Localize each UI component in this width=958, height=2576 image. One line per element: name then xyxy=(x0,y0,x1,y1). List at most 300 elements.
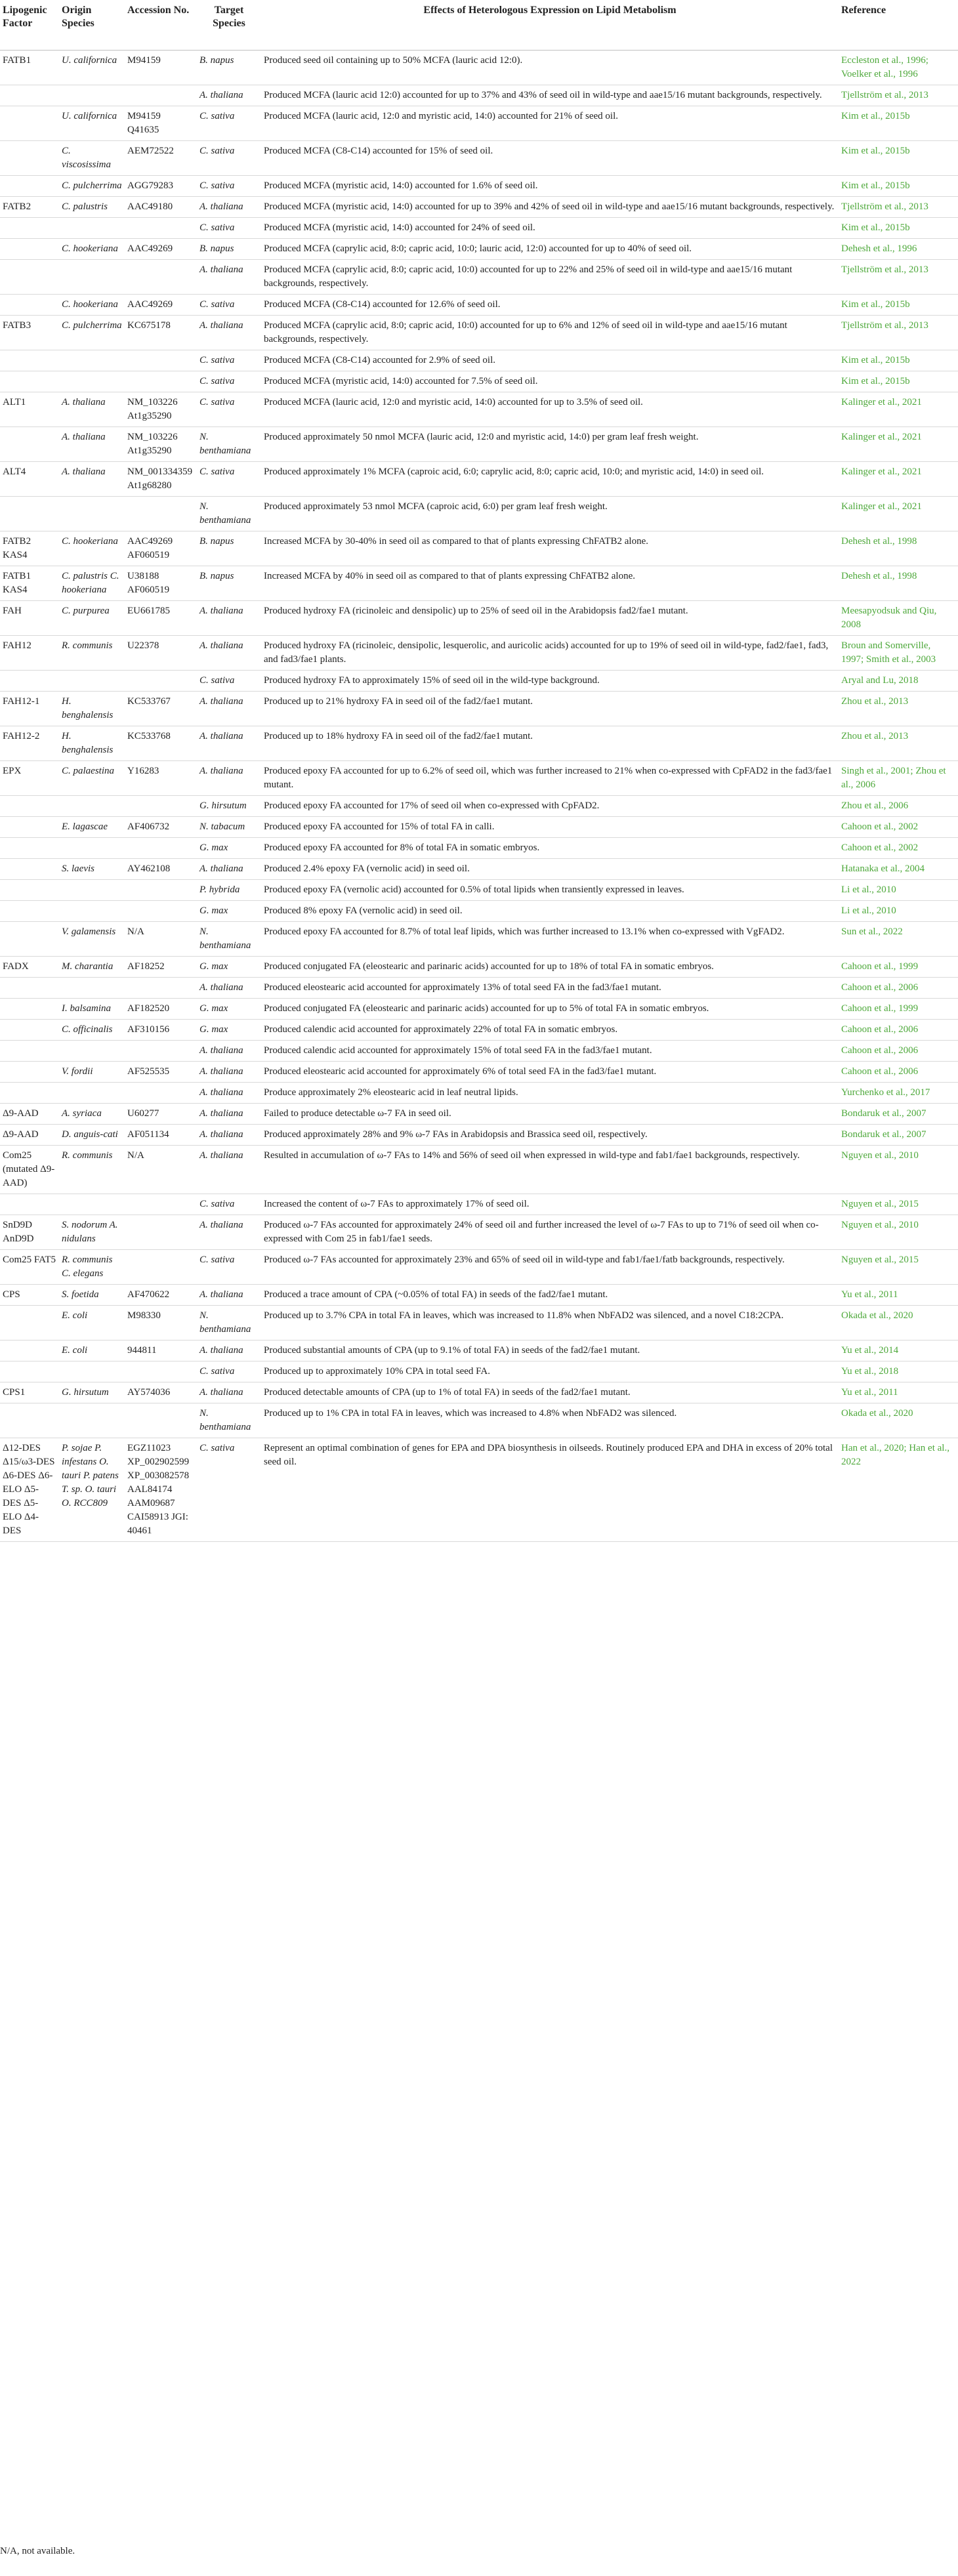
cell-accession xyxy=(125,496,197,531)
cell-species xyxy=(59,371,125,392)
cell-effect: Failed to produce detectable ω-7 FA in seed oil. xyxy=(261,1103,839,1124)
cell-species: P. sojae P. infestans O. tauri P. patens T. sp. O. tauri O. RCC809 xyxy=(59,1438,125,1541)
cell-species: S. laevis xyxy=(59,858,125,879)
cell-target: C. sativa xyxy=(197,106,261,140)
cell-reference[interactable]: Kalinger et al., 2021 xyxy=(839,496,958,531)
cell-reference[interactable]: Nguyen et al., 2015 xyxy=(839,1249,958,1284)
cell-target: A. thaliana xyxy=(197,259,261,294)
cell-effect: Produced substantial amounts of CPA (up to 9.1% of total FA) in seeds of the fad2/fae1 mutant. xyxy=(261,1340,839,1361)
cell-reference[interactable]: Kalinger et al., 2021 xyxy=(839,392,958,426)
cell-factor: FATB1 xyxy=(0,50,59,85)
cell-effect: Produce approximately 2% eleostearic acid in leaf neutral lipids. xyxy=(261,1082,839,1103)
cell-effect: Produced MCFA (caprylic acid, 8:0; capric acid, 10:0; lauric acid, 12:0) accounted for up to 40% of seed oil. xyxy=(261,238,839,259)
cell-target: C. sativa xyxy=(197,294,261,315)
cell-reference[interactable]: Kalinger et al., 2021 xyxy=(839,426,958,461)
cell-factor xyxy=(0,670,59,691)
cell-effect: Produced conjugated FA (eleostearic and parinaric acids) accounted for up to 18% of total FA in somatic embryos. xyxy=(261,956,839,977)
cell-accession: N/A xyxy=(125,1145,197,1194)
cell-factor: FATB2 xyxy=(0,196,59,217)
cell-reference[interactable]: Tjellström et al., 2013 xyxy=(839,85,958,106)
cell-accession xyxy=(125,350,197,371)
cell-effect: Produced epoxy FA accounted for 8.7% of total leaf lipids, which was further increased to 13.1% when co-expressed with VgFAD2. xyxy=(261,921,839,956)
cell-factor: ALT1 xyxy=(0,392,59,426)
cell-target: C. sativa xyxy=(197,350,261,371)
table-row xyxy=(0,921,958,956)
cell-species xyxy=(59,496,125,531)
cell-accession: N/A xyxy=(125,921,197,956)
cell-reference[interactable]: Kim et al., 2015b xyxy=(839,350,958,371)
table-row xyxy=(0,1061,958,1082)
cell-effect: Produced up to 3.7% CPA in total FA in leaves, which was increased to 11.8% when NbFAD2 was silenced, and a novel C18:2CPA. xyxy=(261,1305,839,1340)
cell-factor: EPX xyxy=(0,760,59,795)
cell-reference[interactable]: Cahoon et al., 1999 xyxy=(839,956,958,977)
cell-accession: AAC49269 xyxy=(125,294,197,315)
table-row xyxy=(0,1124,958,1145)
cell-factor xyxy=(0,977,59,998)
header-row xyxy=(0,0,958,50)
cell-effect: Produced MCFA (lauric acid, 12:0 and myristic acid, 14:0) accounted for 21% of seed oil. xyxy=(261,106,839,140)
cell-effect: Increased MCFA by 30-40% in seed oil as compared to that of plants expressing ChFATB2 alone. xyxy=(261,531,839,566)
cell-factor: Com25 (mutated Δ9-AAD) xyxy=(0,1145,59,1194)
cell-effect: Produced 2.4% epoxy FA (vernolic acid) in seed oil. xyxy=(261,858,839,879)
cell-target: N. benthamiana xyxy=(197,1305,261,1340)
cell-reference[interactable]: Bondaruk et al., 2007 xyxy=(839,1124,958,1145)
table-row xyxy=(0,85,958,106)
cell-reference[interactable]: Yu et al., 2011 xyxy=(839,1284,958,1305)
cell-species xyxy=(59,900,125,921)
cell-target: G. max xyxy=(197,998,261,1019)
cell-factor: Δ12-DES Δ15/ω3-DES Δ6-DES Δ6-ELO Δ5-DES Δ5-ELO Δ4-DES xyxy=(0,1438,59,1541)
cell-factor xyxy=(0,350,59,371)
cell-species: G. hirsutum xyxy=(59,1382,125,1403)
cell-effect: Produced MCFA (myristic acid, 14:0) accounted for up to 39% and 42% of seed oil in wild-type and aae15/16 mutant backgrounds, respectively. xyxy=(261,196,839,217)
cell-species: H. benghalensis xyxy=(59,691,125,726)
table-row xyxy=(0,259,958,294)
cell-target: G. hirsutum xyxy=(197,795,261,816)
table-row xyxy=(0,1082,958,1103)
cell-species: C. pulcherrima xyxy=(59,175,125,196)
cell-accession xyxy=(125,795,197,816)
cell-effect: Produced epoxy FA accounted for 15% of total FA in calli. xyxy=(261,816,839,837)
cell-factor xyxy=(0,1040,59,1061)
table-row xyxy=(0,217,958,238)
cell-target: G. max xyxy=(197,1019,261,1040)
cell-factor: FATB1 KAS4 xyxy=(0,566,59,600)
cell-reference[interactable]: Zhou et al., 2006 xyxy=(839,795,958,816)
table-row xyxy=(0,795,958,816)
cell-accession: U22378 xyxy=(125,635,197,670)
cell-species xyxy=(59,837,125,858)
table-row xyxy=(0,1361,958,1382)
cell-target: A. thaliana xyxy=(197,635,261,670)
cell-effect: Produced MCFA (lauric acid 12:0) accounted for up to 37% and 43% of seed oil in wild-type and aae15/16 mutant backgrounds, respectively. xyxy=(261,85,839,106)
cell-species: M. charantia xyxy=(59,956,125,977)
cell-factor xyxy=(0,1194,59,1215)
cell-accession: NM_103226 At1g35290 xyxy=(125,392,197,426)
cell-factor: Δ9-AAD xyxy=(0,1124,59,1145)
cell-accession: NM_001334359 At1g68280 xyxy=(125,461,197,496)
cell-target: C. sativa xyxy=(197,1438,261,1541)
cell-factor xyxy=(0,259,59,294)
cell-species: C. viscosissima xyxy=(59,140,125,175)
cell-species xyxy=(59,1361,125,1382)
cell-reference[interactable]: Meesapyodsuk and Qiu, 2008 xyxy=(839,600,958,635)
cell-species: S. nodorum A. nidulans xyxy=(59,1215,125,1249)
cell-effect: Produced MCFA (myristic acid, 14:0) accounted for 24% of seed oil. xyxy=(261,217,839,238)
cell-reference[interactable]: Kim et al., 2015b xyxy=(839,371,958,392)
cell-factor xyxy=(0,106,59,140)
cell-factor xyxy=(0,816,59,837)
cell-species: A. thaliana xyxy=(59,426,125,461)
table-row xyxy=(0,879,958,900)
table-row xyxy=(0,760,958,795)
cell-target: C. sativa xyxy=(197,175,261,196)
cell-species xyxy=(59,1194,125,1215)
cell-target: A. thaliana xyxy=(197,858,261,879)
cell-effect: Produced approximately 28% and 9% ω-7 FAs in Arabidopsis and Brassica seed oil, respectively. xyxy=(261,1124,839,1145)
cell-accession: AEM72522 xyxy=(125,140,197,175)
cell-factor: FAH12-2 xyxy=(0,726,59,760)
cell-accession: U60277 xyxy=(125,1103,197,1124)
cell-effect: Produced approximately 50 nmol MCFA (lauric acid, 12:0 and myristic acid, 14:0) per gram leaf fresh weight. xyxy=(261,426,839,461)
cell-target: A. thaliana xyxy=(197,1103,261,1124)
cell-species xyxy=(59,217,125,238)
cell-species: C. hookeriana xyxy=(59,238,125,259)
cell-species: E. coli xyxy=(59,1305,125,1340)
cell-factor xyxy=(0,858,59,879)
cell-accession xyxy=(125,1249,197,1284)
cell-factor xyxy=(0,85,59,106)
cell-accession: Y16283 xyxy=(125,760,197,795)
cell-effect: Produced approximately 1% MCFA (caproic acid, 6:0; caprylic acid, 8:0; capric acid, 10:0; and myristic acid, 14:0) in seed oil. xyxy=(261,461,839,496)
cell-accession: AY574036 xyxy=(125,1382,197,1403)
cell-species: C. palaestina xyxy=(59,760,125,795)
table-row xyxy=(0,691,958,726)
cell-reference[interactable]: Zhou et al., 2013 xyxy=(839,726,958,760)
cell-reference[interactable]: Kim et al., 2015b xyxy=(839,106,958,140)
cell-factor xyxy=(0,496,59,531)
cell-target: A. thaliana xyxy=(197,1082,261,1103)
cell-target: N. benthamiana xyxy=(197,496,261,531)
cell-accession: AAC49269 xyxy=(125,238,197,259)
cell-reference[interactable]: Cahoon et al., 1999 xyxy=(839,998,958,1019)
cell-accession: AF406732 xyxy=(125,816,197,837)
cell-target: C. sativa xyxy=(197,140,261,175)
cell-reference[interactable]: Okada et al., 2020 xyxy=(839,1403,958,1438)
cell-reference[interactable]: Zhou et al., 2013 xyxy=(839,691,958,726)
cell-factor xyxy=(0,879,59,900)
cell-reference[interactable]: Dehesh et al., 1998 xyxy=(839,566,958,600)
cell-effect: Produced conjugated FA (eleostearic and parinaric acids) accounted for up to 5% of total FA in somatic embryos. xyxy=(261,998,839,1019)
cell-accession: AGG79283 xyxy=(125,175,197,196)
cell-target: B. napus xyxy=(197,50,261,85)
cell-factor xyxy=(0,998,59,1019)
cell-accession: AF310156 xyxy=(125,1019,197,1040)
cell-target: C. sativa xyxy=(197,217,261,238)
table-row xyxy=(0,426,958,461)
table-row xyxy=(0,140,958,175)
cell-accession: AF051134 xyxy=(125,1124,197,1145)
cell-species: H. benghalensis xyxy=(59,726,125,760)
cell-accession: EU661785 xyxy=(125,600,197,635)
cell-target: C. sativa xyxy=(197,461,261,496)
cell-reference[interactable]: Yu et al., 2011 xyxy=(839,1382,958,1403)
cell-reference[interactable]: Tjellström et al., 2013 xyxy=(839,259,958,294)
table-row xyxy=(0,1284,958,1305)
cell-target: C. sativa xyxy=(197,371,261,392)
cell-species xyxy=(59,1040,125,1061)
cell-factor: SnD9D AnD9D xyxy=(0,1215,59,1249)
cell-effect: Produced calendic acid accounted for approximately 15% of total seed FA in the fad3/fae1 mutant. xyxy=(261,1040,839,1061)
cell-accession xyxy=(125,371,197,392)
header-effect: Effects of Heterologous Expression on Lipid Metabolism xyxy=(261,0,839,50)
cell-factor xyxy=(0,217,59,238)
cell-target: P. hybrida xyxy=(197,879,261,900)
cell-accession: KC675178 xyxy=(125,315,197,350)
table-row xyxy=(0,50,958,85)
cell-reference[interactable]: Cahoon et al., 2006 xyxy=(839,1019,958,1040)
cell-species: V. galamensis xyxy=(59,921,125,956)
cell-reference[interactable]: Hatanaka et al., 2004 xyxy=(839,858,958,879)
table-row xyxy=(0,1305,958,1340)
cell-reference[interactable]: Tjellström et al., 2013 xyxy=(839,196,958,217)
header-target: Target Species xyxy=(197,0,261,50)
cell-target: A. thaliana xyxy=(197,977,261,998)
cell-effect: Produced up to 18% hydroxy FA in seed oil of the fad2/fae1 mutant. xyxy=(261,726,839,760)
cell-target: A. thaliana xyxy=(197,1284,261,1305)
cell-reference[interactable]: Cahoon et al., 2002 xyxy=(839,837,958,858)
header-factor: Lipogenic Factor xyxy=(0,0,59,50)
cell-effect: Produced ω-7 FAs accounted for approximately 24% of seed oil and further increased the level of ω-7 FAs to up to 71% of seed oil when co-expressed with Com 25 in fab1/fae1 seeds. xyxy=(261,1215,839,1249)
cell-accession: AF18252 xyxy=(125,956,197,977)
table-row xyxy=(0,1340,958,1361)
cell-reference[interactable]: Yu et al., 2014 xyxy=(839,1340,958,1361)
table-row xyxy=(0,315,958,350)
cell-target: A. thaliana xyxy=(197,691,261,726)
cell-factor: FAH12 xyxy=(0,635,59,670)
cell-effect: Increased the content of ω-7 FAs to approximately 17% of seed oil. xyxy=(261,1194,839,1215)
cell-target: N. benthamiana xyxy=(197,921,261,956)
cell-accession: KC533767 xyxy=(125,691,197,726)
cell-species: R. communis xyxy=(59,1145,125,1194)
table-row xyxy=(0,1382,958,1403)
cell-reference[interactable]: Cahoon et al., 2006 xyxy=(839,1061,958,1082)
cell-effect: Produced MCFA (C8-C14) accounted for 15% of seed oil. xyxy=(261,140,839,175)
cell-accession xyxy=(125,1194,197,1215)
cell-reference[interactable]: Kim et al., 2015b xyxy=(839,294,958,315)
cell-accession: AAC49269 AF060519 xyxy=(125,531,197,566)
table-row xyxy=(0,816,958,837)
cell-target: A. thaliana xyxy=(197,315,261,350)
cell-species: V. fordii xyxy=(59,1061,125,1082)
cell-reference[interactable]: Han et al., 2020; Han et al., 2022 xyxy=(839,1438,958,1541)
cell-species: S. foetida xyxy=(59,1284,125,1305)
cell-species: R. communis xyxy=(59,635,125,670)
cell-species: C. palustris C. hookeriana xyxy=(59,566,125,600)
header-species: Origin Species xyxy=(59,0,125,50)
cell-factor: ALT4 xyxy=(0,461,59,496)
cell-target: N. benthamiana xyxy=(197,426,261,461)
cell-factor xyxy=(0,238,59,259)
cell-accession xyxy=(125,1040,197,1061)
cell-species: U. californica xyxy=(59,50,125,85)
cell-target: B. napus xyxy=(197,238,261,259)
cell-effect: Produced hydroxy FA (ricinoleic and densipolic) up to 25% of seed oil in the Arabidopsis fad2/fae1 mutant. xyxy=(261,600,839,635)
cell-factor xyxy=(0,175,59,196)
cell-species xyxy=(59,977,125,998)
table-row xyxy=(0,1019,958,1040)
cell-effect: Produced epoxy FA accounted for 8% of total FA in somatic embryos. xyxy=(261,837,839,858)
cell-reference[interactable]: Aryal and Lu, 2018 xyxy=(839,670,958,691)
cell-accession xyxy=(125,259,197,294)
cell-effect: Produced MCFA (C8-C14) accounted for 12.6% of seed oil. xyxy=(261,294,839,315)
cell-factor xyxy=(0,921,59,956)
cell-reference[interactable]: Yurchenko et al., 2017 xyxy=(839,1082,958,1103)
cell-accession: M94159 Q41635 xyxy=(125,106,197,140)
cell-factor xyxy=(0,1340,59,1361)
cell-reference[interactable]: Eccleston et al., 1996; Voelker et al., 1996 xyxy=(839,50,958,85)
cell-accession: NM_103226 At1g35290 xyxy=(125,426,197,461)
cell-target: A. thaliana xyxy=(197,1040,261,1061)
cell-factor xyxy=(0,426,59,461)
table-row xyxy=(0,1194,958,1215)
cell-species xyxy=(59,1082,125,1103)
cell-effect: Represent an optimal combination of genes for EPA and DPA biosynthesis in oilseeds. Routinely produced EPA and DHA in excess of 20% total seed oil. xyxy=(261,1438,839,1541)
table-row xyxy=(0,837,958,858)
cell-target: C. sativa xyxy=(197,1194,261,1215)
cell-target: B. napus xyxy=(197,566,261,600)
cell-accession: 944811 xyxy=(125,1340,197,1361)
cell-effect: Produced calendic acid accounted for approximately 22% of total FA in somatic embryos. xyxy=(261,1019,839,1040)
cell-factor: FATB3 xyxy=(0,315,59,350)
cell-factor xyxy=(0,1305,59,1340)
cell-accession xyxy=(125,1403,197,1438)
cell-accession: AF525535 xyxy=(125,1061,197,1082)
cell-target: B. napus xyxy=(197,531,261,566)
cell-factor: FAH12-1 xyxy=(0,691,59,726)
cell-effect: Produced up to 1% CPA in total FA in leaves, which was increased to 4.8% when NbFAD2 was silenced. xyxy=(261,1403,839,1438)
cell-accession xyxy=(125,85,197,106)
cell-accession: AF470622 xyxy=(125,1284,197,1305)
table-row xyxy=(0,900,958,921)
cell-effect: Produced detectable amounts of CPA (up to 1% of total FA) in seeds of the fad2/fae1 mutant. xyxy=(261,1382,839,1403)
cell-species: C. pulcherrima xyxy=(59,315,125,350)
cell-reference[interactable]: Cahoon et al., 2006 xyxy=(839,977,958,998)
table-row xyxy=(0,238,958,259)
cell-reference[interactable]: Kalinger et al., 2021 xyxy=(839,461,958,496)
cell-reference[interactable]: Kim et al., 2015b xyxy=(839,217,958,238)
table-body xyxy=(0,50,958,1541)
cell-target: A. thaliana xyxy=(197,85,261,106)
cell-effect: Produced a trace amount of CPA (~0.05% of total FA) in seeds of the fad2/fae1 mutant. xyxy=(261,1284,839,1305)
cell-species: I. balsamina xyxy=(59,998,125,1019)
cell-accession xyxy=(125,1215,197,1249)
cell-reference[interactable]: Sun et al., 2022 xyxy=(839,921,958,956)
cell-reference[interactable]: Yu et al., 2018 xyxy=(839,1361,958,1382)
cell-accession xyxy=(125,977,197,998)
table-row xyxy=(0,858,958,879)
cell-accession: AF182520 xyxy=(125,998,197,1019)
cell-factor: CPS xyxy=(0,1284,59,1305)
cell-species: C. purpurea xyxy=(59,600,125,635)
cell-reference[interactable]: Nguyen et al., 2015 xyxy=(839,1194,958,1215)
table-row xyxy=(0,670,958,691)
cell-reference[interactable]: Bondaruk et al., 2007 xyxy=(839,1103,958,1124)
cell-target: N. benthamiana xyxy=(197,1403,261,1438)
cell-species: D. anguis-cati xyxy=(59,1124,125,1145)
table-row xyxy=(0,1145,958,1194)
cell-reference[interactable]: Singh et al., 2001; Zhou et al., 2006 xyxy=(839,760,958,795)
cell-effect: Produced MCFA (C8-C14) accounted for 2.9% of seed oil. xyxy=(261,350,839,371)
table-row xyxy=(0,350,958,371)
cell-reference[interactable]: Dehesh et al., 1998 xyxy=(839,531,958,566)
cell-effect: Increased MCFA by 40% in seed oil as compared to that of plants expressing ChFATB2 alone. xyxy=(261,566,839,600)
table-row xyxy=(0,175,958,196)
cell-effect: Produced eleostearic acid accounted for approximately 6% of total seed FA in the fad3/fae1 mutant. xyxy=(261,1061,839,1082)
cell-effect: Produced MCFA (myristic acid, 14:0) accounted for 1.6% of seed oil. xyxy=(261,175,839,196)
cell-species: R. communis C. elegans xyxy=(59,1249,125,1284)
cell-factor: FATB2 KAS4 xyxy=(0,531,59,566)
cell-reference[interactable]: Tjellström et al., 2013 xyxy=(839,315,958,350)
table-row xyxy=(0,635,958,670)
cell-reference[interactable]: Dehesh et al., 1996 xyxy=(839,238,958,259)
cell-effect: Produced hydroxy FA (ricinoleic, densipolic, lesquerolic, and auricolic acids) accounted for up to 19% of seed oil in wild-type, fad2/fae1, fad3, and fad3/fae1 plants. xyxy=(261,635,839,670)
cell-effect: Produced epoxy FA accounted for 17% of seed oil when co-expressed with CpFAD2. xyxy=(261,795,839,816)
table-row xyxy=(0,1040,958,1061)
cell-effect: Produced seed oil containing up to 50% MCFA (lauric acid 12:0). xyxy=(261,50,839,85)
cell-reference[interactable]: Broun and Somerville, 1997; Smith et al., 2003 xyxy=(839,635,958,670)
cell-effect: Produced ω-7 FAs accounted for approximately 23% and 65% of seed oil in wild-type and fab1/fae1/fatb backgrounds, respectively. xyxy=(261,1249,839,1284)
table-row xyxy=(0,956,958,977)
cell-species xyxy=(59,85,125,106)
cell-target: G. max xyxy=(197,956,261,977)
cell-species xyxy=(59,1403,125,1438)
cell-accession: M98330 xyxy=(125,1305,197,1340)
table-row xyxy=(0,392,958,426)
cell-reference[interactable]: Okada et al., 2020 xyxy=(839,1305,958,1340)
cell-reference[interactable]: Li et al., 2010 xyxy=(839,900,958,921)
cell-factor: FAH xyxy=(0,600,59,635)
cell-species: C. hookeriana xyxy=(59,531,125,566)
cell-target: A. thaliana xyxy=(197,726,261,760)
cell-reference[interactable]: Nguyen et al., 2010 xyxy=(839,1215,958,1249)
cell-reference[interactable]: Nguyen et al., 2010 xyxy=(839,1145,958,1194)
cell-target: C. sativa xyxy=(197,1361,261,1382)
cell-accession xyxy=(125,1361,197,1382)
cell-target: G. max xyxy=(197,900,261,921)
cell-target: A. thaliana xyxy=(197,1340,261,1361)
cell-species xyxy=(59,350,125,371)
cell-target: A. thaliana xyxy=(197,1061,261,1082)
cell-accession: U38188 AF060519 xyxy=(125,566,197,600)
cell-target: N. tabacum xyxy=(197,816,261,837)
cell-reference[interactable]: Kim et al., 2015b xyxy=(839,140,958,175)
cell-effect: Produced MCFA (lauric acid, 12:0 and myristic acid, 14:0) accounted for up to 3.5% of seed oil. xyxy=(261,392,839,426)
cell-reference[interactable]: Cahoon et al., 2002 xyxy=(839,816,958,837)
header-reference: Reference xyxy=(839,0,958,50)
table-row xyxy=(0,1403,958,1438)
cell-species: U. californica xyxy=(59,106,125,140)
table-row xyxy=(0,461,958,496)
cell-reference[interactable]: Kim et al., 2015b xyxy=(839,175,958,196)
header-accession: Accession No. xyxy=(125,0,197,50)
cell-accession xyxy=(125,670,197,691)
cell-accession: EGZ11023 XP_002902599 XP_003082578 AAL84174 AAM09687 CAI58913 JGI: 40461 xyxy=(125,1438,197,1541)
cell-reference[interactable]: Cahoon et al., 2006 xyxy=(839,1040,958,1061)
footnote: N/A, not available. xyxy=(0,2546,75,2556)
cell-reference[interactable]: Li et al., 2010 xyxy=(839,879,958,900)
cell-effect: Produced eleostearic acid accounted for approximately 13% of total seed FA in the fad3/fae1 mutant. xyxy=(261,977,839,998)
